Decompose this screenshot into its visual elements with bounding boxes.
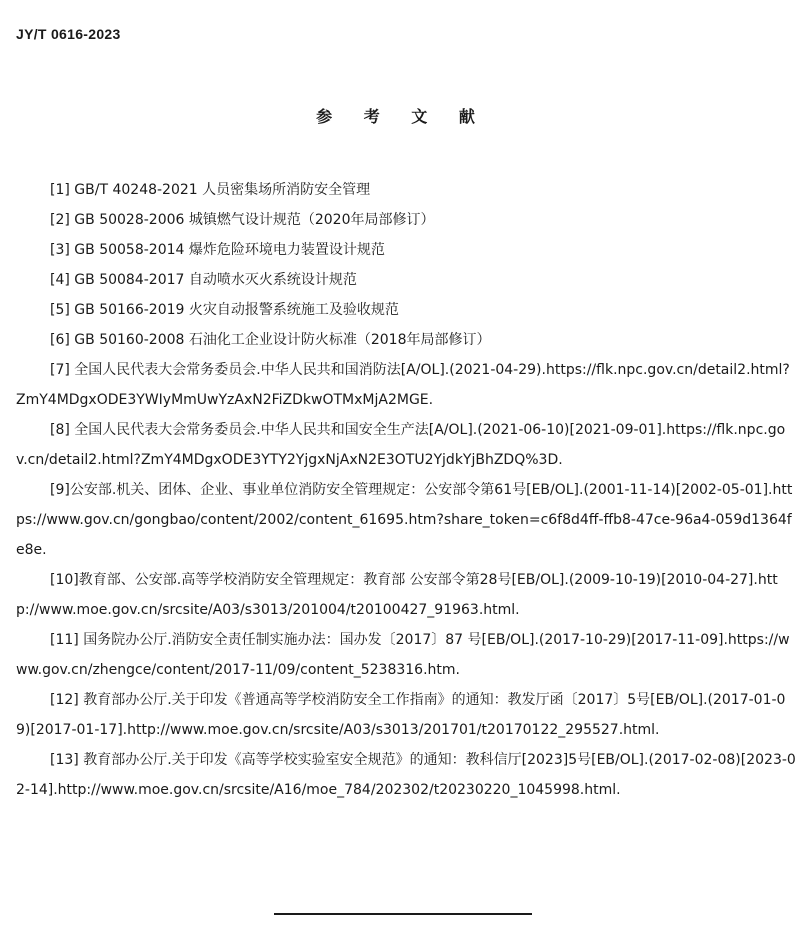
reference-number: [12]	[50, 692, 79, 708]
reference-item	[16, 235, 796, 265]
reference-number: [8]	[50, 422, 70, 438]
end-rule-divider	[274, 913, 532, 915]
reference-item	[16, 265, 796, 295]
reference-number: [4]	[50, 272, 70, 288]
reference-number: [3]	[50, 242, 70, 258]
reference-item	[16, 475, 796, 565]
reference-item	[16, 325, 796, 355]
reference-text: GB 50084-2017 自动喷水灭火系统设计规范	[69, 272, 357, 288]
reference-item	[16, 355, 796, 415]
reference-text: 全国人民代表大会常务委员会.中华人民共和国消防法[A/OL].(2021-04-29).https://flk.npc.gov.cn/detail2.html?ZmY4MDgxODE3YWIyMmUwYzAxN2FiZDkwOTMxMjA2MGE.	[16, 362, 790, 408]
reference-item	[16, 745, 796, 805]
reference-text: GB/T 40248-2021 人员密集场所消防安全管理	[69, 182, 371, 198]
reference-item	[16, 625, 796, 685]
reference-text: 教育部办公厅.关于印发《高等学校实验室安全规范》的通知：教科信厅[2023]5号[EB/OL].(2017-02-08)[2023-02-14].http://www.moe.gov.cn/srcsite/A16/moe_784/202302/t20230220_1045998.html.	[16, 752, 796, 798]
reference-number: [7]	[50, 362, 70, 378]
reference-text: 教育部办公厅.关于印发《普通高等学校消防安全工作指南》的通知：教发厅函〔2017〕5号[EB/OL].(2017-01-09)[2017-01-17].http://www.moe.gov.cn/srcsite/A03/s3013/201701/t20170122_295527.html.	[16, 692, 786, 738]
reference-item	[16, 295, 796, 325]
reference-number: [11]	[50, 632, 79, 648]
standard-code: JY/T 0616-2023	[16, 26, 121, 42]
reference-text: GB 50058-2014 爆炸危险环境电力装置设计规范	[69, 242, 385, 258]
reference-number: [5]	[50, 302, 70, 318]
reference-text: 公安部.机关、团体、企业、事业单位消防安全管理规定：公安部令第61号[EB/OL].(2001-11-14)[2002-05-01].https://www.gov.cn/gongbao/content/2002/content_61695.htm?share_token=c6f8d4ff-ffb8-47ce-96a4-059d1364fe8e.	[16, 482, 793, 558]
reference-number: [2]	[50, 212, 70, 228]
reference-item	[16, 685, 796, 745]
reference-text: GB 50160-2008 石油化工企业设计防火标准（2018年局部修订）	[69, 332, 491, 348]
reference-number: [6]	[50, 332, 70, 348]
reference-text: GB 50166-2019 火灾自动报警系统施工及验收规范	[69, 302, 399, 318]
reference-item	[16, 565, 796, 625]
reference-number: [10]	[50, 572, 79, 588]
reference-number: [9]	[50, 482, 70, 498]
section-title: 参 考 文 献	[316, 107, 488, 126]
reference-text: 全国人民代表大会常务委员会.中华人民共和国安全生产法[A/OL].(2021-06-10)[2021-09-01].https://flk.npc.gov.cn/detail2.html?ZmY4MDgxODE3YTY2YjgxNjAxN2E3OTU2YjdkYjBhZDQ%3D.	[16, 422, 786, 468]
reference-number: [13]	[50, 752, 79, 768]
reference-text: 教育部、公安部.高等学校消防安全管理规定：教育部 公安部令第28号[EB/OL].(2009-10-19)[2010-04-27].http://www.moe.gov.cn/srcsite/A03/s3013/201004/t20100427_91963.html.	[16, 572, 778, 618]
reference-list	[16, 175, 796, 805]
reference-text: GB 50028-2006 城镇燃气设计规范（2020年局部修订）	[69, 212, 435, 228]
reference-text: 国务院办公厅.消防安全责任制实施办法：国办发〔2017〕87 号[EB/OL].(2017-10-29)[2017-11-09].https://www.gov.cn/zhengce/content/2017-11/09/content_5238316.htm.	[16, 632, 790, 678]
reference-item	[16, 205, 796, 235]
reference-item	[16, 175, 796, 205]
reference-item	[16, 415, 796, 475]
reference-number: [1]	[50, 182, 70, 198]
